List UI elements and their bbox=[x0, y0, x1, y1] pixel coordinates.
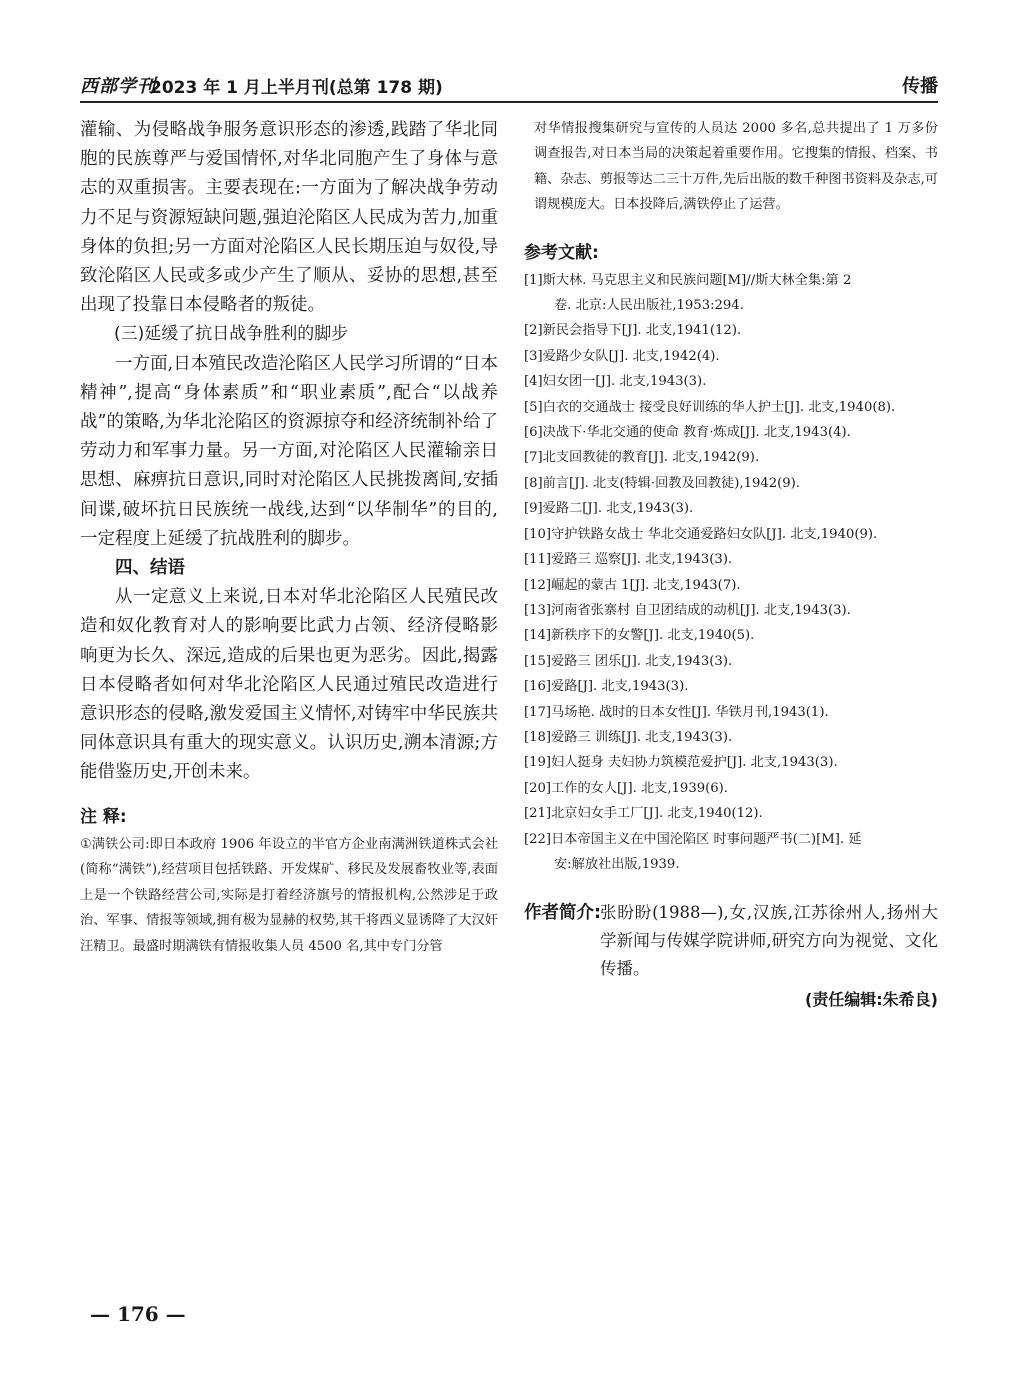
references-title: 参考文献: bbox=[524, 242, 599, 263]
author-text: 张盼盼(1988—),女,汉族,江苏徐州人,扬州大学新闻与传媒学院讲师,研究方向为视觉、文化传播。 bbox=[600, 903, 938, 979]
reference-item: [16]爱路[J]. 北支,1943(3). bbox=[524, 679, 689, 695]
author-label: 作者简介: bbox=[524, 903, 601, 924]
page-header bbox=[80, 72, 938, 100]
section-name: 传播 bbox=[902, 76, 938, 97]
left-column bbox=[80, 116, 498, 960]
footnote-continuation: 对华情报搜集研究与宣传的人员达 2000 多名,总共提出了 1 万多份调查报告,对日本当局的决策起着重要作用。它搜集的情报、档案、书籍、杂志、剪报等达二三十万件,先后出版的数千种图书资料及杂志,可谓规模庞大。日本投降后,满铁停止了运营。 bbox=[534, 121, 939, 213]
page-number: — 176 — bbox=[90, 1302, 186, 1326]
body-paragraph: 从一定意义上来说,日本对华北沦陷区人民殖民改造和奴化教育对人的影响要比武力占领、经济侵略影响更为长久、深远,造成的后果也更为恶劣。因此,揭露日本侵略者如何对华北沦陷区人民通过殖民改造进行意识形态的侵略,激发爱国主义情怀,对铸牢中华民族共同体意识具有重大的现实意义。认识历史,溯本清源;方能借鉴历史,开创未来。 bbox=[80, 587, 498, 783]
reference-item: [14]新秩序下的女警[J]. 北支,1940(5). bbox=[524, 628, 755, 644]
header-rule bbox=[80, 101, 938, 103]
author-bio bbox=[524, 899, 938, 983]
reference-item: [9]爱路二[J]. 北支,1943(3). bbox=[524, 501, 694, 517]
right-column bbox=[524, 116, 938, 1010]
reference-item: [1]斯大林. 马克思主义和民族问题[M]//斯大林全集:第 2 卷. 北京:人民出版社,1953:294. bbox=[524, 272, 852, 314]
reference-item: [18]爱路三 训练[J]. 北支,1943(3). bbox=[524, 729, 733, 745]
body-paragraph: 一方面,日本殖民改造沦陷区人民学习所谓的“日本精神”,提高“身体素质”和“职业素质”,配合“以战养战”的策略,为华北沦陷区的资源掠夺和经济统制补给了劳动力和军事力量。另一方面,对沦陷区人民灌输亲日思想、麻痹抗日意识,同时对沦陷区人民挑拨离间,安插间谍,破坏抗日民族统一战线,达到“以华制华”的目的,一定程度上延缓了抗战胜利的脚步。 bbox=[80, 353, 498, 549]
reference-item: [10]守护铁路女战士 华北交通爱路妇女队[J]. 北支,1940(9). bbox=[524, 526, 878, 542]
notes-title: 注 释: bbox=[80, 806, 127, 827]
issue-info: 2023 年 1 月上半月刊(总第 178 期) bbox=[150, 78, 443, 98]
reference-item: [19]妇人挺身 夫妇协力筑模范爱护[J]. 北支,1943(3). bbox=[524, 755, 838, 771]
reference-item: [12]崛起的蒙古 1[J]. 北支,1943(7). bbox=[524, 577, 741, 593]
reference-list bbox=[524, 268, 938, 878]
reference-item: [13]河南省张寨村 自卫团结成的动机[J]. 北支,1943(3). bbox=[524, 602, 851, 618]
body-paragraph: 灌输、为侵略战争服务意识形态的渗透,践踏了华北同胞的民族尊严与爱国情怀,对华北同胞产生了身体与意志的双重损害。主要表现在:一方面为了解决战争劳动力不足与资源短缺问题,强迫沦陷区人民成为苦力,加重身体的负担;另一方面对沦陷区人民长期压迫与奴役,导致沦陷区人民或多或少产生了顺从、妥协的思想,甚至出现了投靠日本侵略者的叛徒。 bbox=[80, 120, 498, 316]
footnote-text: 满铁公司:即日本政府 1906 年设立的半官方企业南满洲铁道株式会社(简称“满铁”),经营项目包括铁路、开发煤矿、移民及发展畜牧业等,表面上是一个铁路经营公司,实际是打着经济旗号的情报机构,公然涉足于政治、军事、情报等领域,拥有极为显赫的权势,其干将西义显诱降了大汉奸汪精卫。最盛时期满铁有情报收集人员 4500 名,其中专门分管 bbox=[80, 836, 499, 955]
responsible-editor: (责任编辑:朱希良) bbox=[804, 990, 938, 1010]
reference-item: [2]新民会指导下[J]. 北支,1941(12). bbox=[524, 323, 742, 339]
reference-item: [4]妇女团一[J]. 北支,1943(3). bbox=[524, 374, 707, 390]
footnote bbox=[80, 832, 498, 960]
reference-item: [6]决战下·华北交通的使命 教育·炼成[J]. 北支,1943(4). bbox=[524, 425, 851, 441]
subsection-heading: (三)延缓了抗日战争胜利的脚步 bbox=[114, 324, 349, 345]
section-heading: 四、结语 bbox=[115, 558, 185, 579]
reference-item: [8]前言[J]. 北支(特辑·回教及回教徒),1942(9). bbox=[524, 475, 800, 491]
reference-item: [5]白衣的交通战士 接受良好训练的华人护士[J]. 北支,1940(8). bbox=[524, 399, 896, 415]
footnote-marker: ① bbox=[80, 836, 92, 852]
reference-item: [17]马场艳. 战时的日本女性[J]. 华铁月刊,1943(1). bbox=[524, 704, 829, 720]
reference-item: [3]爱路少女队[J]. 北支,1942(4). bbox=[524, 348, 720, 364]
reference-item: [7]北支回教徒的教育[J]. 北支,1942(9). bbox=[524, 450, 760, 466]
reference-item: [21]北京妇女手工厂[J]. 北支,1940(12). bbox=[524, 806, 763, 822]
reference-item: [15]爱路三 团乐[J]. 北支,1943(3). bbox=[524, 653, 733, 669]
reference-item: [22]日本帝国主义在中国沦陷区 时事问题严书(二)[M]. 延 安:解放社出版,1939. bbox=[524, 831, 862, 872]
reference-item: [20]工作的女人[J]. 北支,1939(6). bbox=[524, 780, 728, 796]
journal-logo: 西部学刊 bbox=[80, 76, 156, 97]
reference-item: [11]爱路三 巡察[J]. 北支,1943(3). bbox=[524, 552, 733, 568]
